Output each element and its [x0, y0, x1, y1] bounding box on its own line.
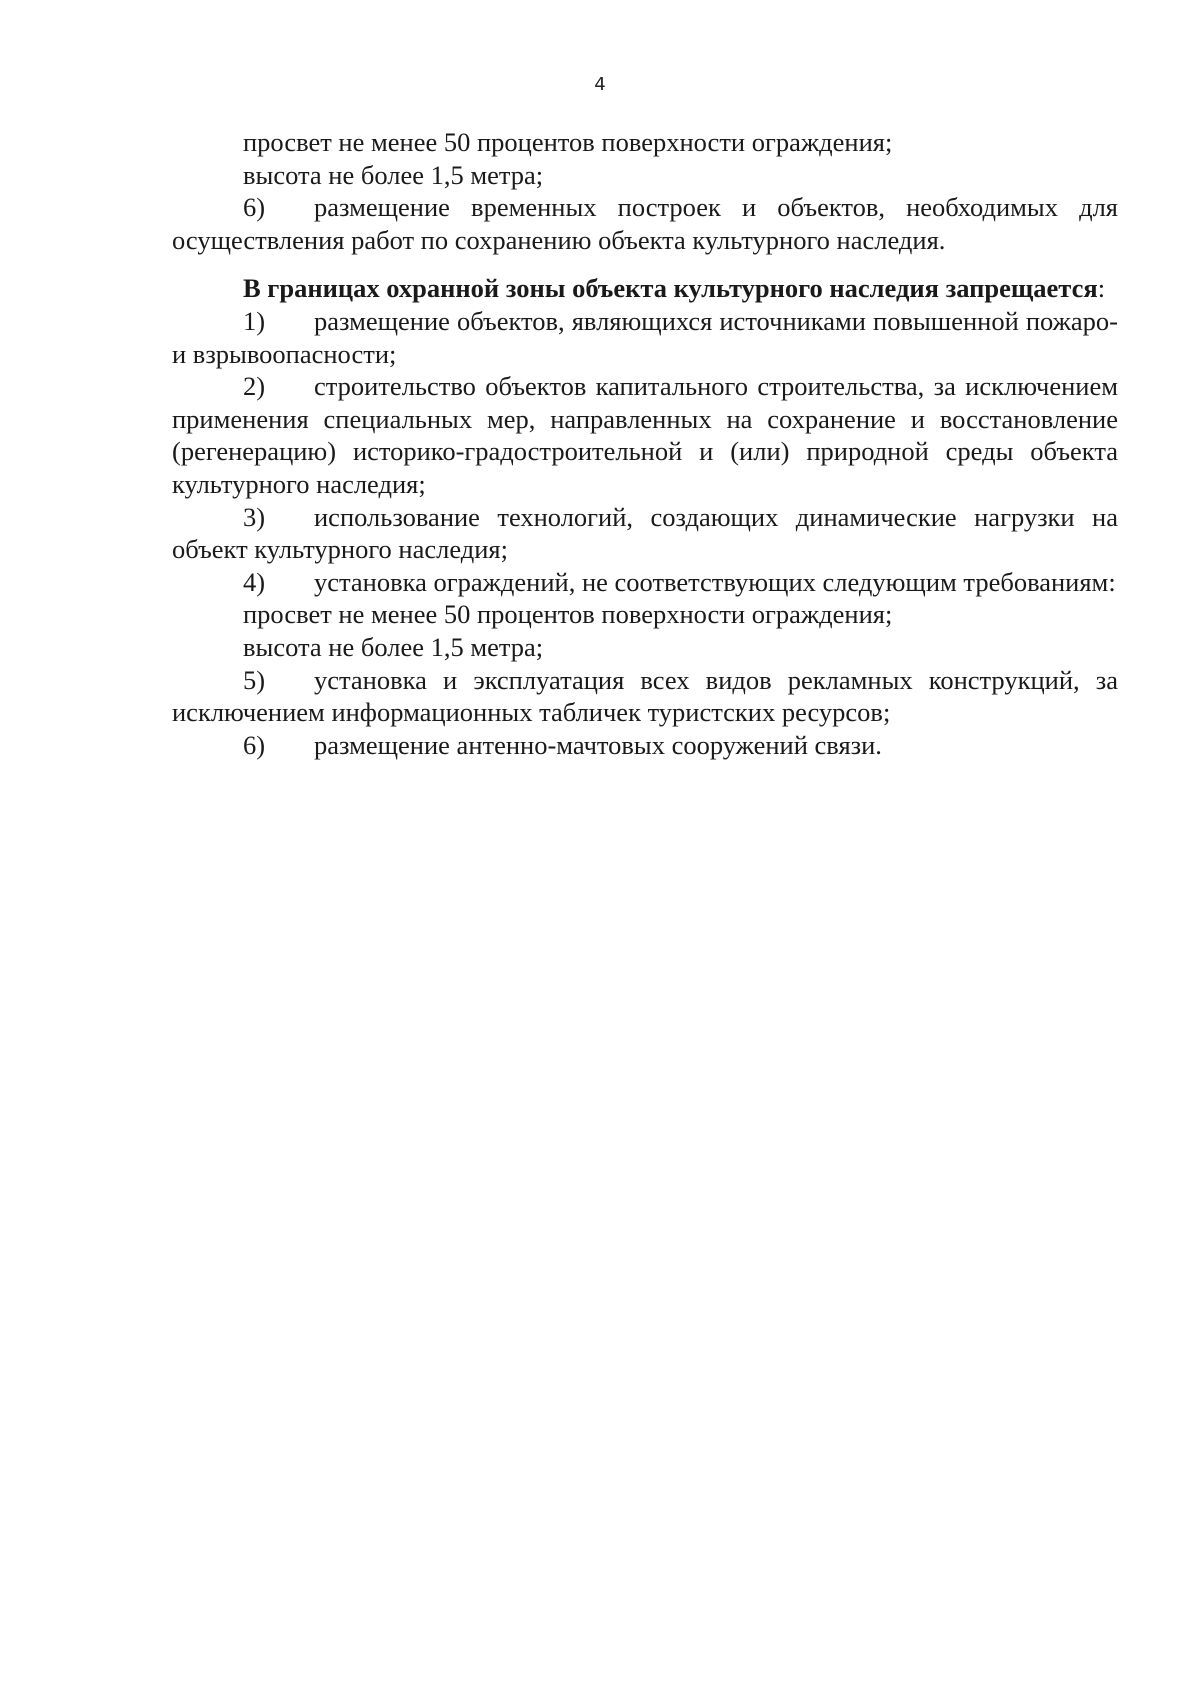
item-number: 6)	[243, 192, 266, 223]
requirement-clearance	[172, 598, 1118, 631]
paragraph-text: просвет не менее 50 процентов поверхности ограждения;	[243, 127, 893, 157]
paragraph-fence-clearance	[172, 126, 1118, 159]
item-number: 4)	[243, 566, 266, 597]
prohibited-item-3	[172, 501, 1118, 566]
item-text: использование технологий, создающих динамические нагрузки на объект культурного наследия;	[172, 501, 1118, 565]
item-text: просвет не менее 50 процентов поверхности ограждения;	[243, 599, 893, 630]
item-number: 5)	[243, 664, 266, 695]
item-text: установка и эксплуатация всех видов рекламных конструкций, за исключением информационных табличек туристских ресурсов;	[172, 664, 1118, 728]
prohibited-item-6	[172, 729, 1118, 762]
paragraph-gap	[172, 256, 1118, 272]
item-text: размещение временных построек и объектов, необходимых для осуществления работ по сохранению объекта культурного наследия.	[172, 192, 1118, 255]
page-number: 4	[594, 74, 606, 95]
paragraph-fence-height	[172, 159, 1118, 192]
numbered-item-temporary-buildings	[172, 191, 1118, 256]
item-text: установка ограждений, не соответствующих следующим требованиям:	[314, 566, 1116, 597]
prohibited-item-2	[172, 370, 1118, 500]
item-text: высота не более 1,5 метра;	[243, 631, 544, 662]
heading-tail: :	[1097, 273, 1106, 304]
item-number: 2)	[243, 371, 266, 402]
document-body	[172, 126, 1118, 761]
item-text: строительство объектов капитального строительства, за исключением применения специальных мер, направленных на сохранение и восстановление (регенерацию) историко-градостроительной и (или) природной среды объекта культурного наследия;	[172, 371, 1118, 499]
item-number: 6)	[243, 729, 266, 760]
prohibited-item-1	[172, 305, 1118, 370]
section-heading	[172, 272, 1118, 305]
paragraph-text: высота не более 1,5 метра;	[243, 159, 544, 190]
heading-bold-text: В границах охранной зоны объекта культурного наследия запрещается	[243, 273, 1098, 304]
prohibited-item-4	[172, 566, 1118, 599]
requirement-height	[172, 631, 1118, 664]
prohibited-item-5	[172, 664, 1118, 729]
item-text: размещение антенно-мачтовых сооружений связи.	[314, 729, 882, 760]
item-text: размещение объектов, являющихся источниками повышенной пожаро-и взрывоопасности;	[172, 305, 1118, 369]
item-number: 3)	[243, 501, 266, 532]
item-number: 1)	[243, 305, 266, 336]
